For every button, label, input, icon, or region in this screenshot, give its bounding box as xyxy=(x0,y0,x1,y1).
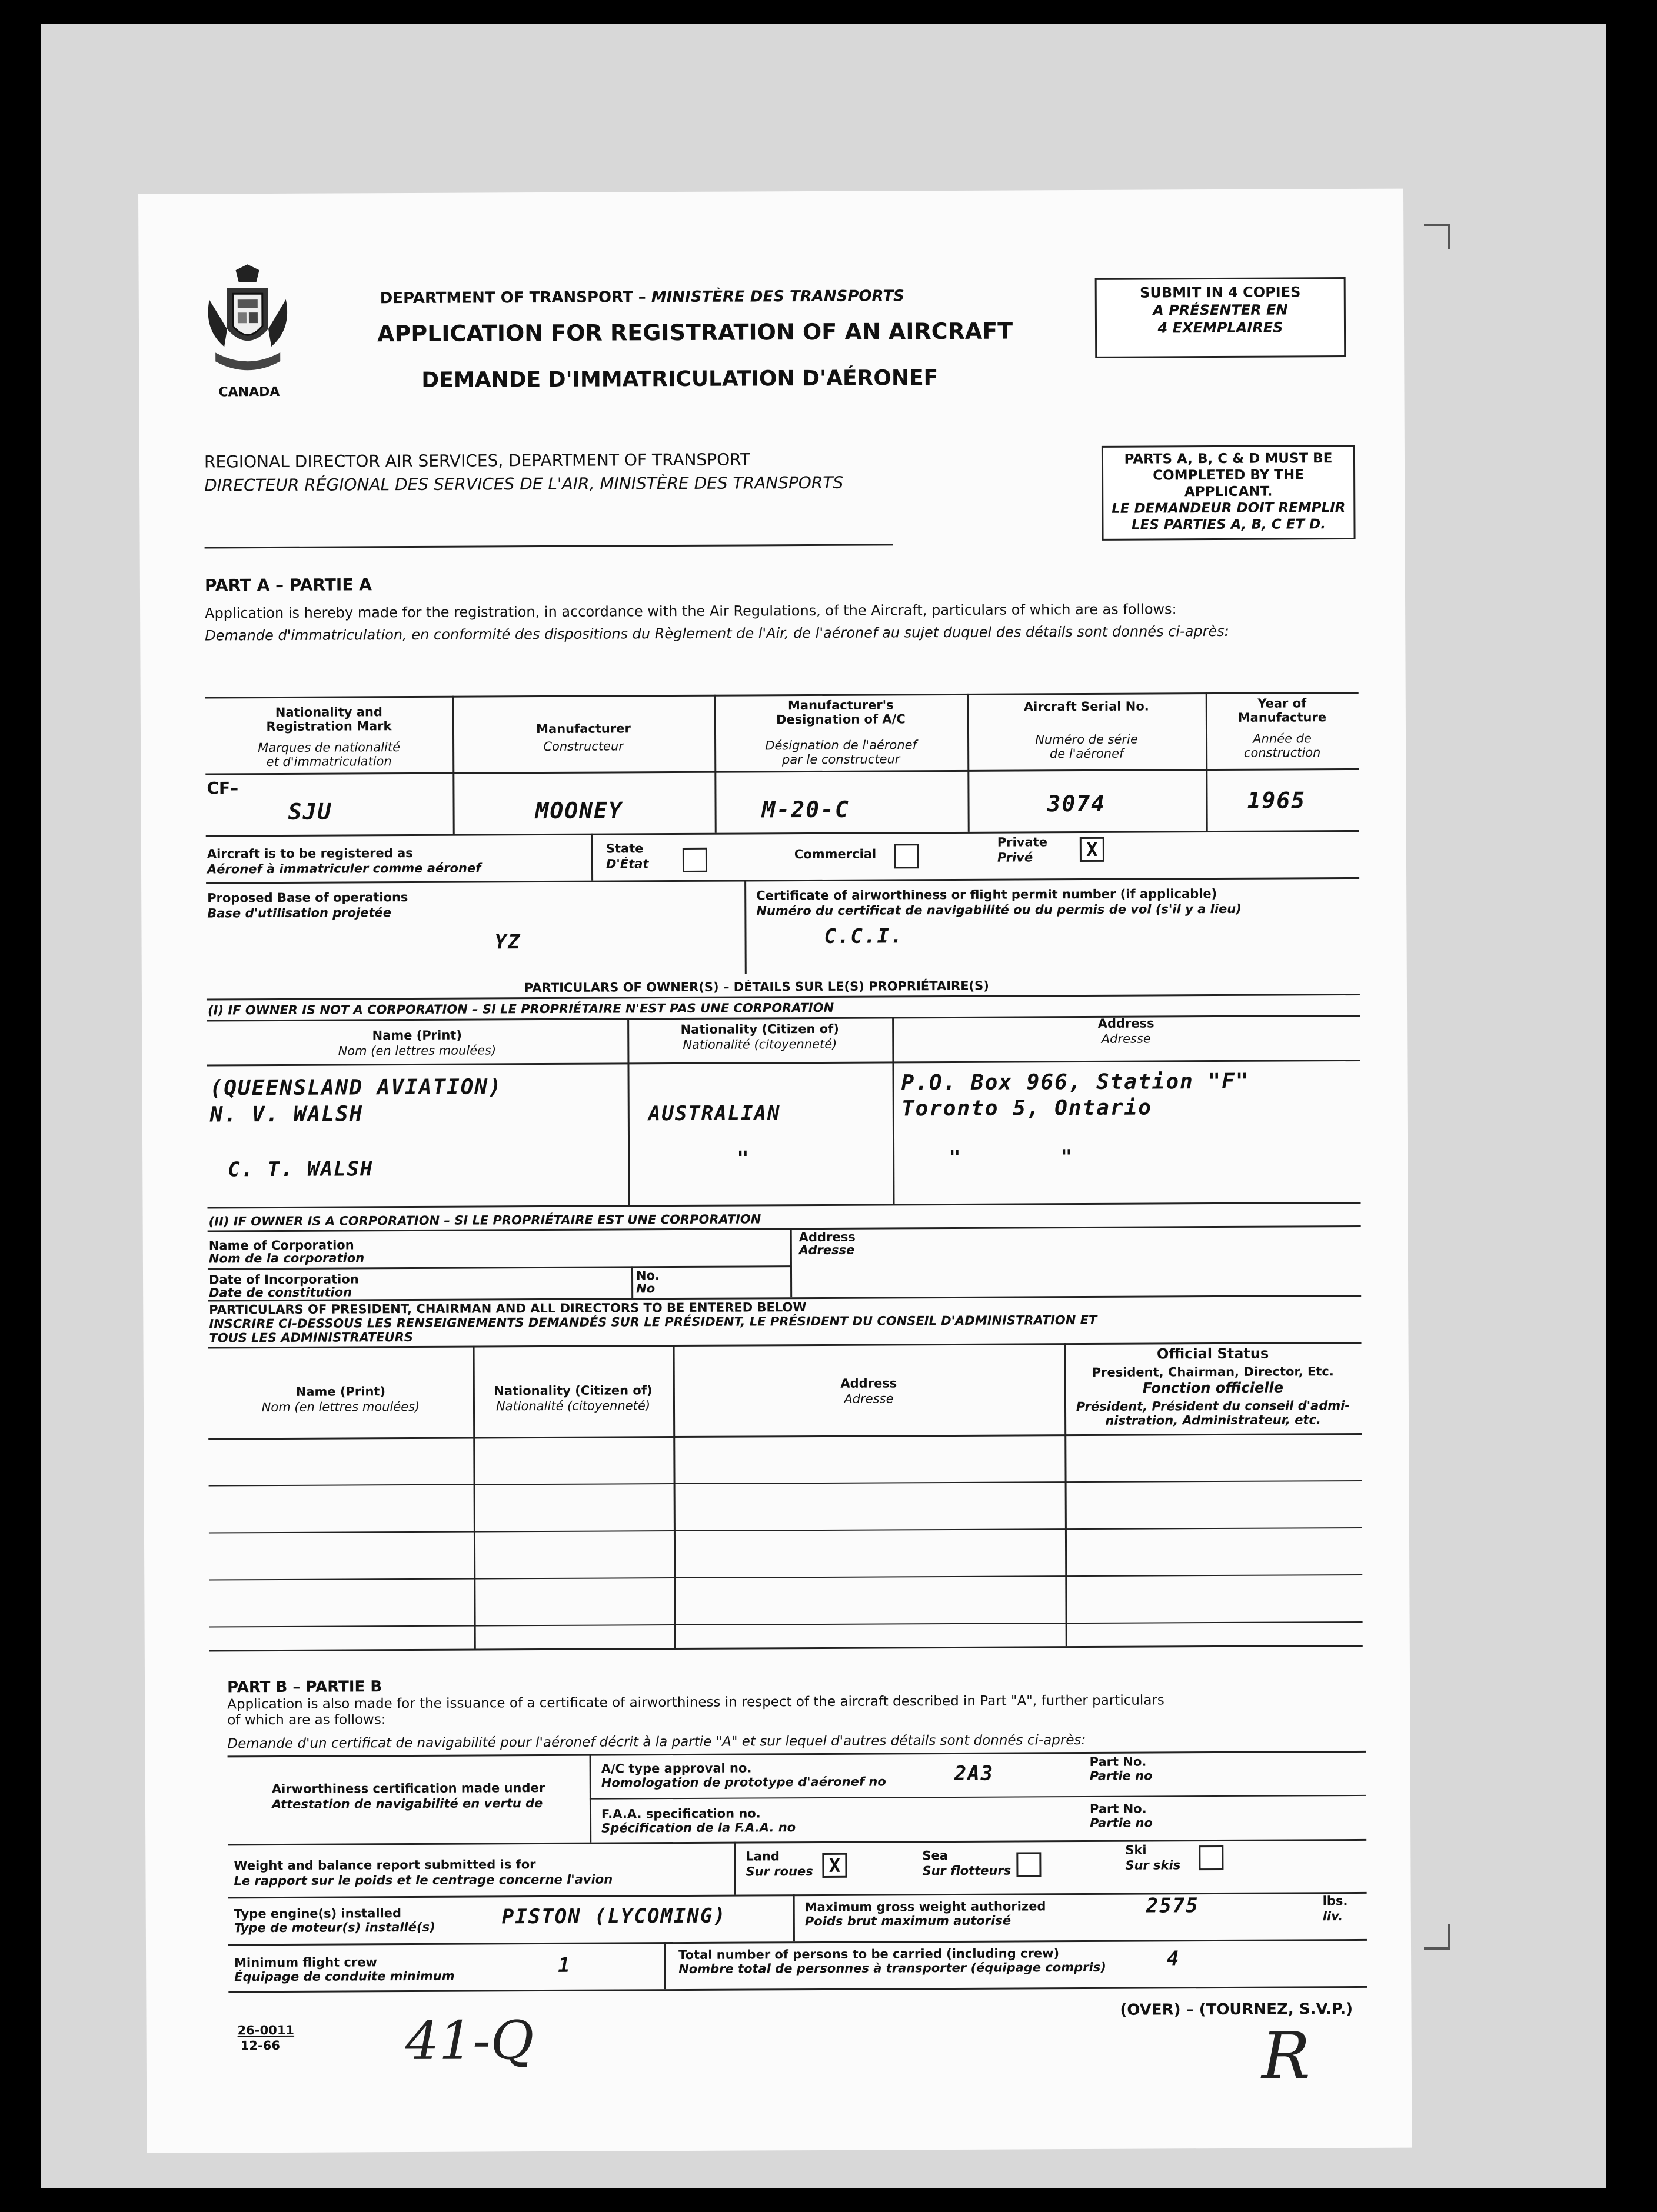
dir-row-line-4 xyxy=(209,1621,1363,1628)
persons-carried-value[interactable]: 4 xyxy=(1167,1947,1180,1971)
parts-line-5: LES PARTIES A, B, C ET D. xyxy=(1131,517,1326,533)
canada-label: CANADA xyxy=(218,384,280,400)
col-mfr-en: Manufacturer xyxy=(536,721,631,737)
owner-name-line-1[interactable]: (QUEENSLAND AVIATION) xyxy=(209,1075,503,1101)
col-div-1 xyxy=(452,696,455,834)
dir-header-line xyxy=(208,1433,1362,1440)
private-checkbox[interactable]: X xyxy=(1080,837,1104,862)
incorporation-no-en: No. xyxy=(635,1268,660,1283)
parts-line-3: APPLICANT. xyxy=(1184,484,1273,500)
corp-divider xyxy=(790,1228,793,1297)
col-year-fr-1: Année de xyxy=(1253,731,1312,746)
engine-divider xyxy=(793,1894,795,1941)
form-title-en: APPLICATION FOR REGISTRATION OF AN AIRCRAFT xyxy=(377,318,1013,347)
col-serial-fr-1: Numéro de série xyxy=(1035,732,1138,747)
sea-checkbox[interactable] xyxy=(1016,1852,1041,1877)
min-crew-fr: Équipage de conduite minimum xyxy=(234,1968,455,1984)
official-status-5: nistration, Administrateur, etc. xyxy=(1105,1413,1321,1428)
airworthiness-fr: Attestation de navigabilité en vertu de xyxy=(271,1796,543,1812)
part-b-intro-2: of which are as follows: xyxy=(227,1712,386,1728)
dir-nat-fr: Nationalité (citoyenneté) xyxy=(495,1398,651,1414)
col-year-en-1: Year of xyxy=(1257,696,1307,711)
state-checkbox[interactable] xyxy=(683,848,707,872)
year-manufacture-value[interactable]: 1965 xyxy=(1247,787,1306,814)
incorporation-fr: Date de constitution xyxy=(209,1285,352,1300)
type-approval-line xyxy=(590,1795,1366,1800)
table-top-line xyxy=(205,692,1359,699)
dir-row-line-3 xyxy=(209,1574,1362,1581)
owner-nationality-value[interactable]: AUSTRALIAN xyxy=(648,1101,781,1126)
min-crew-value[interactable]: 1 xyxy=(558,1953,571,1977)
part-b-intro-fr: Demande d'un certificat de navigabilité pour l'aéronef décrit à la partie "A" et sur lequel d'autres détails sont donnés ci-après: xyxy=(227,1732,1086,1752)
min-crew-en: Minimum flight crew xyxy=(234,1955,377,1970)
application-form xyxy=(138,189,1412,2153)
col-year-fr-2: construction xyxy=(1243,745,1321,760)
owner-address-ditto-1: " xyxy=(949,1145,962,1170)
owner-name-line-2[interactable]: N. V. WALSH xyxy=(209,1102,364,1127)
section-1-heading: (I) IF OWNER IS NOT A CORPORATION – SI LE PROPRIÉTAIRE N'EST PAS UNE CORPORATION xyxy=(208,1000,834,1018)
part-a-intro-en: Application is hereby made for the registration, in accordance with the Air Regulations, of the Aircraft, particulars of which are as follows: xyxy=(205,601,1177,622)
ski-checkbox[interactable] xyxy=(1199,1845,1223,1870)
corp-name-line xyxy=(208,1265,790,1270)
land-checkbox[interactable]: X xyxy=(822,1853,847,1878)
engine-bottom-line xyxy=(228,1939,1367,1946)
official-status-2: President, Chairman, Director, Etc. xyxy=(1092,1364,1334,1380)
land-label-fr: Sur roues xyxy=(746,1864,813,1879)
faa-bottom-line xyxy=(228,1839,1366,1845)
owner-name-fr: Nom (en lettres moulées) xyxy=(338,1043,497,1058)
land-label-en: Land xyxy=(746,1849,780,1864)
type-approval-en: A/C type approval no. xyxy=(601,1761,752,1776)
dir-row-line-1 xyxy=(209,1480,1362,1487)
form-date: 12-66 xyxy=(240,2038,280,2053)
type-approval-value[interactable]: 2A3 xyxy=(954,1761,994,1785)
submit-line-3: 4 EXEMPLAIRES xyxy=(1157,319,1283,337)
part-no2-en: Part No. xyxy=(1089,1801,1147,1816)
crew-divider xyxy=(664,1942,666,1989)
dir-addr-en: Address xyxy=(840,1376,897,1391)
col-nat-fr-1: Marques de nationalité xyxy=(258,740,401,755)
ski-label-en: Ski xyxy=(1125,1843,1147,1857)
airworthiness-en: Airworthiness certification made under xyxy=(271,1781,545,1797)
private-label-fr: Privé xyxy=(997,850,1033,865)
state-label-fr: D'État xyxy=(605,857,649,871)
regional-address-line xyxy=(205,544,893,548)
weight-balance-fr: Le rapport sur le poids et le centrage concerne l'avion xyxy=(234,1872,613,1888)
department-fr: MINISTÈRE DES TRANSPORTS xyxy=(651,287,904,307)
form-title-fr: DEMANDE D'IMMATRICULATION D'AÉRONEF xyxy=(421,366,939,392)
dir-row-line-2 xyxy=(209,1527,1362,1534)
part-b-top-line xyxy=(228,1751,1366,1757)
persons-carried-fr: Nombre total de personnes à transporter (équipage compris) xyxy=(678,1960,1106,1977)
official-status-4: Président, Président du conseil d'admi- xyxy=(1076,1398,1350,1414)
weight-balance-en: Weight and balance report submitted is for xyxy=(234,1857,536,1873)
registered-as-fr: Aéronef à immatriculer comme aéronef xyxy=(207,861,481,877)
regional-director-fr: DIRECTEUR RÉGIONAL DES SERVICES DE L'AIR, MINISTÈRE DES TRANSPORTS xyxy=(204,472,844,495)
part-a-intro-fr: Demande d'immatriculation, en conformité des dispositions du Règlement de l'Air, de l'aéronef au sujet duquel des détails sont donnés ci-après: xyxy=(205,622,1229,644)
form-number: 26-0011 xyxy=(237,2023,295,2038)
dir-addr-fr: Adresse xyxy=(844,1391,894,1406)
part-b-heading: PART B – PARTIE B xyxy=(227,1678,382,1697)
reg-as-bottom-line xyxy=(206,877,1359,884)
owner-name-en: Name (Print) xyxy=(372,1028,462,1043)
part-no-fr: Partie no xyxy=(1089,1768,1153,1783)
owner-name-line-3[interactable]: C. T. WALSH xyxy=(228,1157,374,1182)
crop-mark-br xyxy=(1424,1924,1450,1950)
parts-line-1: PARTS A, B, C & D MUST BE xyxy=(1124,451,1333,467)
dir-nat-en: Nationality (Citizen of) xyxy=(494,1383,653,1398)
dir-bottom-line xyxy=(209,1645,1363,1652)
corp-name-en: Name of Corporation xyxy=(208,1238,354,1253)
part-a-heading: PART A – PARTIE A xyxy=(204,575,372,595)
table-header-line xyxy=(205,768,1359,775)
owner-rows-bottom-line xyxy=(208,1202,1361,1209)
sea-label-en: Sea xyxy=(922,1848,948,1863)
base-of-operations-fr: Base d'utilisation projetée xyxy=(207,905,392,921)
state-label-en: State xyxy=(605,841,644,856)
crop-mark-tr xyxy=(1424,224,1450,249)
commercial-checkbox[interactable] xyxy=(894,844,919,868)
directors-heading-2: INSCRIRE CI-DESSOUS LES RENSEIGNEMENTS DEMANDÉS SUR LE PRÉSIDENT, LE PRÉSIDENT DU CONSEIL D'ADMINISTRATION ET xyxy=(209,1312,1097,1331)
certificate-label-fr: Numéro du certificat de navigabilité ou du permis de vol (s'il y a lieu) xyxy=(756,901,1242,918)
directors-heading-3: TOUS LES ADMINISTRATEURS xyxy=(209,1330,414,1345)
private-label-en: Private xyxy=(997,835,1047,850)
engine-type-en: Type engine(s) installed xyxy=(234,1906,402,1921)
submit-line-1: SUBMIT IN 4 COPIES xyxy=(1140,284,1301,301)
base-of-operations-en: Proposed Base of operations xyxy=(207,890,408,905)
base-of-operations-value[interactable]: YZ xyxy=(494,930,521,954)
directors-heading-1: PARTICULARS OF PRESIDENT, CHAIRMAN AND ALL DIRECTORS TO BE ENTERED BELOW xyxy=(209,1300,807,1317)
wb-divider xyxy=(734,1842,736,1895)
owner-address-line-1[interactable]: P.O. Box 966, Station "F" xyxy=(901,1069,1250,1095)
col-div-3 xyxy=(967,694,970,832)
owner-addr-fr: Adresse xyxy=(1101,1031,1151,1046)
gross-weight-en: Maximum gross weight authorized xyxy=(804,1899,1046,1915)
col-nat-en-1: Nationality and xyxy=(275,705,382,719)
engine-type-value[interactable]: PISTON (LYCOMING) xyxy=(501,1904,727,1929)
dir-name-en: Name (Print) xyxy=(295,1384,386,1399)
liv-label: liv. xyxy=(1322,1909,1343,1924)
owner-addr-en: Address xyxy=(1097,1016,1154,1031)
sea-label-fr: Sur flotteurs xyxy=(922,1863,1011,1878)
department-line xyxy=(380,288,904,308)
part-no-en: Part No. xyxy=(1089,1754,1147,1769)
gross-weight-value[interactable]: 2575 xyxy=(1146,1894,1199,1918)
table-row-line xyxy=(206,830,1359,837)
owner-header-line xyxy=(207,1060,1360,1067)
col-des-fr-2: par le constructeur xyxy=(781,752,900,767)
commercial-label: Commercial xyxy=(794,847,877,862)
col-mfr-fr: Constructeur xyxy=(543,739,624,754)
handwritten-note: 41-Q xyxy=(405,2010,534,2073)
col-year-en-2: Manufacture xyxy=(1237,710,1327,725)
handwritten-initial: R xyxy=(1261,2018,1310,2094)
faa-spec-en: F.A.A. specification no. xyxy=(601,1806,761,1821)
corp-address-fr: Adresse xyxy=(798,1242,855,1258)
over-label: (OVER) – (TOURNEZ, S.V.P.) xyxy=(1120,2000,1353,2019)
col-nat-fr-2: et d'immatriculation xyxy=(266,754,392,769)
faa-spec-fr: Spécification de la F.A.A. no xyxy=(601,1820,796,1835)
cf-prefix: CF– xyxy=(207,778,239,798)
regional-director-en: REGIONAL DIRECTOR AIR SERVICES, DEPARTMENT OF TRANSPORT xyxy=(204,449,750,472)
col-des-en-1: Manufacturer's xyxy=(787,698,894,713)
owner-address-line-2[interactable]: Toronto 5, Ontario xyxy=(901,1095,1153,1121)
engine-type-fr: Type de moteur(s) installé(s) xyxy=(234,1920,435,1936)
lbs-label: lbs. xyxy=(1322,1894,1348,1908)
reg-as-divider xyxy=(591,834,593,881)
part-b-intro-1: Application is also made for the issuance of a certificate of airworthiness in respect of the aircraft described in Part "A", further particulars xyxy=(227,1693,1164,1713)
corp-address-en: Address xyxy=(798,1230,856,1245)
persons-carried-en: Total number of persons to be carried (including crew) xyxy=(678,1946,1060,1963)
col-serial-en: Aircraft Serial No. xyxy=(1023,699,1149,714)
type-approval-fr: Homologation de prototype d'aéronef no xyxy=(601,1774,886,1790)
part-no2-fr: Partie no xyxy=(1090,1815,1153,1830)
owner-nationality-ditto: " xyxy=(737,1147,750,1171)
parts-line-4: LE DEMANDEUR DOIT REMPLIR xyxy=(1112,500,1346,517)
col-nat-en-2: Registration Mark xyxy=(266,719,392,734)
official-status-3: Fonction officielle xyxy=(1142,1379,1284,1397)
dir-name-fr: Nom (en lettres moulées) xyxy=(261,1399,420,1415)
section-2-heading: (II) IF OWNER IS A CORPORATION – SI LE PROPRIÉTAIRE EST UNE CORPORATION xyxy=(208,1212,761,1229)
certificate-label-en: Certificate of airworthiness or flight permit number (if applicable) xyxy=(756,887,1217,903)
owner-nat-fr: Nationalité (citoyenneté) xyxy=(683,1037,837,1052)
owner-nat-en: Nationality (Citizen of) xyxy=(680,1021,839,1037)
part-b-bottom-line xyxy=(228,1986,1367,1993)
registration-mark-value[interactable]: SJU xyxy=(288,798,332,825)
owner-address-ditto-2: " xyxy=(1060,1145,1074,1170)
manufacturer-value[interactable]: MOONEY xyxy=(535,797,623,824)
inc-no-divider xyxy=(631,1266,633,1298)
owners-heading: PARTICULARS OF OWNER(S) – DÉTAILS SUR LE(S) PROPRIÉTAIRE(S) xyxy=(524,978,989,995)
registered-as-en: Aircraft is to be registered as xyxy=(207,845,413,861)
incorporation-no-fr: No xyxy=(636,1281,656,1296)
col-des-fr-1: Désignation de l'aéronef xyxy=(765,738,917,753)
department-en: DEPARTMENT OF TRANSPORT – xyxy=(380,288,651,308)
certificate-number-value[interactable]: C.C.I. xyxy=(824,924,904,948)
owners-line xyxy=(207,994,1360,1001)
base-cert-divider xyxy=(744,880,747,974)
coat-of-arms-seal xyxy=(204,264,292,382)
col-serial-fr-2: de l'aéronef xyxy=(1049,746,1124,761)
official-status-1: Official Status xyxy=(1156,1345,1269,1362)
ski-label-fr: Sur skis xyxy=(1125,1858,1181,1873)
col-des-en-2: Designation of A/C xyxy=(776,712,906,727)
serial-number-value[interactable]: 3074 xyxy=(1047,790,1106,817)
submit-line-2: A PRÉSENTER EN xyxy=(1153,301,1288,319)
parts-line-2: COMPLETED BY THE xyxy=(1153,467,1304,484)
gross-weight-fr: Poids brut maximum autorisé xyxy=(804,1913,1011,1929)
corp-name-fr: Nom de la corporation xyxy=(208,1251,365,1266)
incorporation-en: Date of Incorporation xyxy=(209,1272,359,1287)
designation-value[interactable]: M-20-C xyxy=(761,796,850,823)
